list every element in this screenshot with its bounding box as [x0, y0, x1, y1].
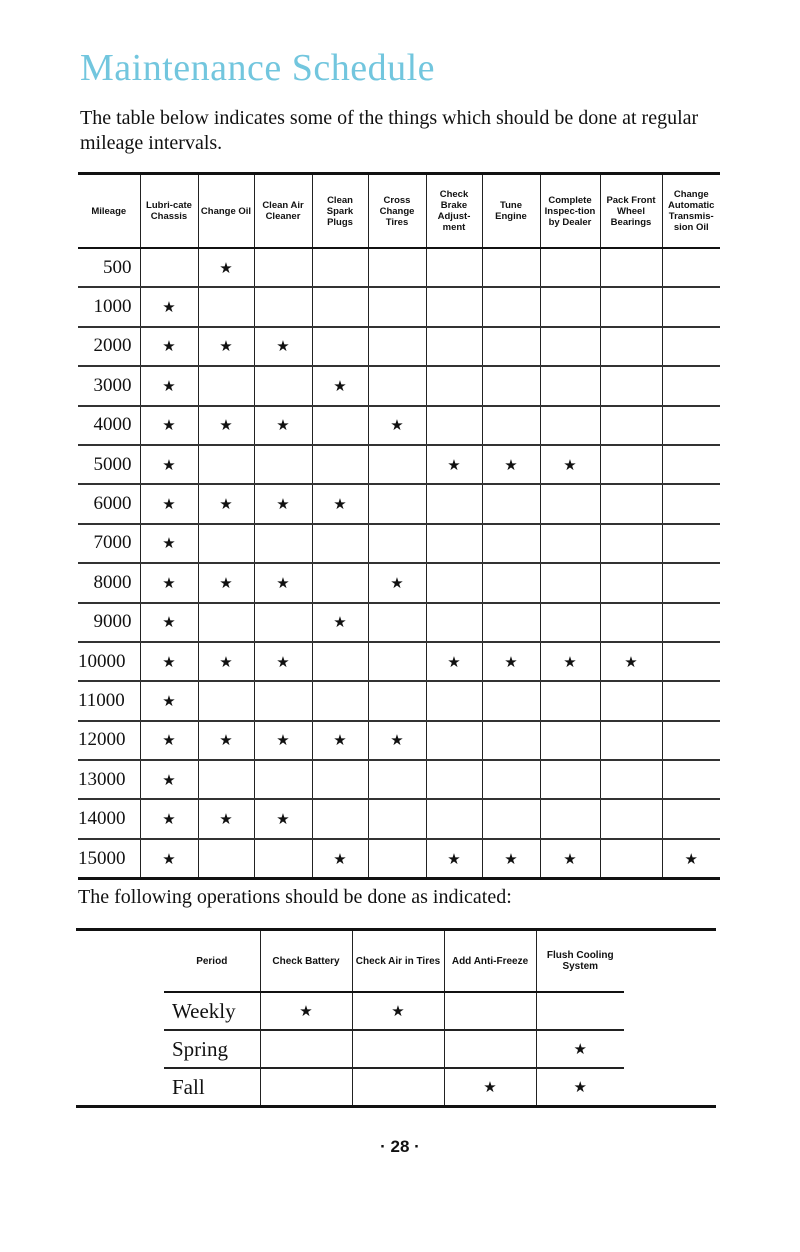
- schedule-header-cell: Pack Front Wheel Bearings: [600, 174, 662, 249]
- star-icon: ★: [162, 770, 176, 789]
- schedule-row: [78, 524, 720, 563]
- star-icon: ★: [276, 573, 290, 592]
- schedule-empty-cell: [600, 484, 662, 523]
- schedule-empty-cell: [426, 524, 482, 563]
- star-icon: ★: [162, 376, 176, 395]
- schedule-star-cell: [368, 406, 426, 445]
- mileage-cell: 6000: [78, 484, 140, 523]
- schedule-star-cell: [312, 484, 368, 523]
- schedule-star-cell: [140, 642, 198, 681]
- schedule-empty-cell: [482, 248, 540, 287]
- schedule-empty-cell: [540, 681, 600, 720]
- schedule-star-cell: [600, 642, 662, 681]
- schedule-star-cell: [312, 839, 368, 879]
- schedule-header-cell: Lubri-cate Chassis: [140, 174, 198, 249]
- schedule-empty-cell: [662, 445, 720, 484]
- schedule-empty-cell: [426, 248, 482, 287]
- operations-header-cell: Check Battery: [260, 930, 352, 993]
- schedule-empty-cell: [482, 484, 540, 523]
- schedule-empty-cell: [662, 366, 720, 405]
- schedule-star-cell: [198, 327, 254, 366]
- star-icon: ★: [624, 652, 638, 671]
- schedule-empty-cell: [540, 484, 600, 523]
- operations-body: [76, 992, 716, 1107]
- operations-table: [76, 928, 716, 1108]
- blank-cell: [76, 930, 164, 993]
- schedule-row: [78, 445, 720, 484]
- star-icon: ★: [219, 416, 233, 435]
- mileage-cell: 15000: [78, 847, 126, 869]
- schedule-star-cell: [140, 484, 198, 523]
- star-icon: ★: [162, 652, 176, 671]
- blank-cell: [624, 930, 716, 993]
- schedule-star-cell: [140, 839, 198, 879]
- mileage-cell: 11000: [78, 681, 140, 720]
- schedule-empty-cell: [662, 406, 720, 445]
- schedule-star-cell: [254, 642, 312, 681]
- mileage-cell: 10000: [78, 642, 140, 681]
- star-icon: ★: [504, 652, 518, 671]
- schedule-empty-cell: [368, 366, 426, 405]
- star-icon: ★: [573, 1077, 587, 1096]
- schedule-empty-cell: [254, 524, 312, 563]
- schedule-star-cell: [426, 445, 482, 484]
- schedule-empty-cell: [426, 327, 482, 366]
- star-icon: ★: [162, 337, 176, 356]
- blank-cell: [76, 1030, 164, 1068]
- schedule-empty-cell: [540, 248, 600, 287]
- schedule-empty-cell: [662, 484, 720, 523]
- schedule-star-cell: [368, 721, 426, 760]
- schedule-header-cell: Clean Air Cleaner: [254, 174, 312, 249]
- operations-row: [76, 1068, 716, 1107]
- mileage-cell: 5000: [78, 445, 140, 484]
- star-icon: ★: [333, 495, 347, 514]
- schedule-star-cell: [198, 248, 254, 287]
- star-icon: ★: [333, 731, 347, 750]
- mileage-cell: 3000: [78, 366, 140, 405]
- schedule-row: [78, 366, 720, 405]
- operations-empty-cell: [352, 1030, 444, 1068]
- mileage-cell: 2000: [78, 327, 140, 366]
- schedule-star-cell: [198, 484, 254, 523]
- schedule-empty-cell: [254, 839, 312, 879]
- schedule-star-cell: [140, 406, 198, 445]
- operations-empty-cell: [260, 1030, 352, 1068]
- star-icon: ★: [276, 495, 290, 514]
- star-icon: ★: [162, 495, 176, 514]
- schedule-empty-cell: [198, 681, 254, 720]
- schedule-empty-cell: [426, 681, 482, 720]
- schedule-star-cell: [140, 681, 198, 720]
- schedule-empty-cell: [540, 406, 600, 445]
- star-icon: ★: [573, 1039, 587, 1058]
- schedule-empty-cell: [600, 327, 662, 366]
- schedule-star-cell: [540, 642, 600, 681]
- schedule-empty-cell: [600, 839, 662, 879]
- schedule-star-cell: [140, 524, 198, 563]
- operations-empty-cell: [444, 992, 536, 1030]
- schedule-star-cell: [254, 484, 312, 523]
- operations-empty-cell: [444, 1030, 536, 1068]
- schedule-star-cell: [140, 327, 198, 366]
- schedule-empty-cell: [368, 287, 426, 326]
- schedule-star-cell: [540, 445, 600, 484]
- star-icon: ★: [162, 298, 176, 317]
- schedule-empty-cell: [662, 287, 720, 326]
- star-icon: ★: [162, 416, 176, 435]
- star-icon: ★: [162, 731, 176, 750]
- operations-row: [76, 1030, 716, 1068]
- star-icon: ★: [219, 652, 233, 671]
- schedule-star-cell: [140, 287, 198, 326]
- schedule-star-cell: [198, 406, 254, 445]
- schedule-empty-cell: [254, 760, 312, 799]
- star-icon: ★: [276, 416, 290, 435]
- schedule-star-cell: [140, 799, 198, 838]
- schedule-star-cell: [198, 721, 254, 760]
- schedule-empty-cell: [426, 799, 482, 838]
- schedule-empty-cell: [482, 799, 540, 838]
- schedule-star-cell: [198, 642, 254, 681]
- blank-cell: [76, 1068, 164, 1107]
- schedule-header-cell: Change Automatic Transmis-sion Oil: [662, 174, 720, 249]
- schedule-empty-cell: [482, 327, 540, 366]
- star-icon: ★: [447, 455, 461, 474]
- schedule-star-cell: [426, 642, 482, 681]
- star-icon: ★: [684, 849, 698, 868]
- schedule-empty-cell: [662, 563, 720, 602]
- schedule-empty-cell: [254, 681, 312, 720]
- star-icon: ★: [219, 258, 233, 277]
- schedule-empty-cell: [540, 524, 600, 563]
- star-icon: ★: [162, 534, 176, 553]
- schedule-empty-cell: [540, 287, 600, 326]
- schedule-empty-cell: [600, 287, 662, 326]
- schedule-empty-cell: [426, 721, 482, 760]
- schedule-star-cell: [198, 799, 254, 838]
- mileage-cell: 12000: [78, 721, 140, 760]
- schedule-empty-cell: [482, 287, 540, 326]
- star-icon: ★: [563, 652, 577, 671]
- schedule-empty-cell: [312, 642, 368, 681]
- schedule-star-cell: [254, 406, 312, 445]
- schedule-empty-cell: [426, 484, 482, 523]
- mileage-cell: 13000: [78, 760, 140, 799]
- page-title: Maintenance Schedule: [80, 47, 436, 89]
- star-icon: ★: [276, 731, 290, 750]
- schedule-header-cell: Mileage: [78, 174, 140, 249]
- schedule-star-cell: [140, 603, 198, 642]
- schedule-empty-cell: [312, 287, 368, 326]
- star-icon: ★: [276, 652, 290, 671]
- schedule-empty-cell: [540, 760, 600, 799]
- period-cell: Fall: [172, 1074, 205, 1099]
- schedule-empty-cell: [600, 524, 662, 563]
- schedule-empty-cell: [482, 563, 540, 602]
- schedule-empty-cell: [540, 603, 600, 642]
- schedule-empty-cell: [600, 760, 662, 799]
- schedule-empty-cell: [140, 248, 198, 287]
- schedule-empty-cell: [312, 327, 368, 366]
- schedule-empty-cell: [368, 445, 426, 484]
- star-icon: ★: [219, 495, 233, 514]
- schedule-row: [78, 406, 720, 445]
- schedule-row: [78, 721, 720, 760]
- schedule-empty-cell: [368, 839, 426, 879]
- schedule-empty-cell: [662, 681, 720, 720]
- star-icon: ★: [390, 731, 404, 750]
- schedule-header-cell: Tune Engine: [482, 174, 540, 249]
- schedule-empty-cell: [540, 563, 600, 602]
- schedule-empty-cell: [662, 603, 720, 642]
- operations-star-cell: [352, 992, 444, 1030]
- schedule-empty-cell: [312, 799, 368, 838]
- schedule-header-cell: Cross Change Tires: [368, 174, 426, 249]
- period-cell: Weekly: [164, 992, 260, 1030]
- schedule-empty-cell: [312, 563, 368, 602]
- schedule-empty-cell: [600, 721, 662, 760]
- schedule-empty-cell: [254, 248, 312, 287]
- schedule-empty-cell: [540, 327, 600, 366]
- schedule-row: [78, 603, 720, 642]
- star-icon: ★: [162, 573, 176, 592]
- star-icon: ★: [390, 573, 404, 592]
- schedule-empty-cell: [254, 366, 312, 405]
- star-icon: ★: [299, 1001, 313, 1020]
- schedule-empty-cell: [600, 248, 662, 287]
- schedule-header-row: [78, 174, 720, 249]
- schedule-star-cell: [312, 721, 368, 760]
- schedule-empty-cell: [662, 327, 720, 366]
- schedule-star-cell: [426, 839, 482, 879]
- schedule-empty-cell: [312, 406, 368, 445]
- schedule-empty-cell: [482, 760, 540, 799]
- schedule-empty-cell: [198, 603, 254, 642]
- schedule-star-cell: [254, 327, 312, 366]
- schedule-row: [78, 681, 720, 720]
- schedule-row: [78, 760, 720, 799]
- operations-header-cell: Flush Cooling System: [536, 930, 624, 993]
- mileage-cell: 7000: [78, 524, 140, 563]
- schedule-star-cell: [254, 799, 312, 838]
- schedule-empty-cell: [540, 366, 600, 405]
- mileage-cell: 500: [78, 248, 140, 287]
- star-icon: ★: [162, 849, 176, 868]
- schedule-empty-cell: [368, 681, 426, 720]
- schedule-row: [78, 484, 720, 523]
- star-icon: ★: [219, 573, 233, 592]
- schedule-empty-cell: [426, 760, 482, 799]
- schedule-empty-cell: [312, 524, 368, 563]
- schedule-star-cell: [368, 563, 426, 602]
- operations-empty-cell: [536, 992, 624, 1030]
- schedule-empty-cell: [368, 642, 426, 681]
- schedule-row: [78, 799, 720, 838]
- schedule-empty-cell: [368, 484, 426, 523]
- star-icon: ★: [504, 849, 518, 868]
- schedule-star-cell: [140, 445, 198, 484]
- schedule-body: [78, 248, 720, 879]
- schedule-empty-cell: [312, 760, 368, 799]
- mileage-cell: 8000: [78, 563, 140, 602]
- schedule-empty-cell: [312, 248, 368, 287]
- schedule-empty-cell: [662, 248, 720, 287]
- schedule-empty-cell: [368, 248, 426, 287]
- schedule-empty-cell: [198, 445, 254, 484]
- star-icon: ★: [162, 810, 176, 829]
- star-icon: ★: [219, 731, 233, 750]
- star-icon: ★: [390, 416, 404, 435]
- schedule-row: [78, 563, 720, 602]
- schedule-empty-cell: [368, 760, 426, 799]
- schedule-empty-cell: [600, 445, 662, 484]
- schedule-row: [78, 839, 720, 879]
- blank-cell: [624, 992, 716, 1030]
- star-icon: ★: [333, 613, 347, 632]
- schedule-row: [78, 287, 720, 326]
- schedule-empty-cell: [198, 524, 254, 563]
- schedule-empty-cell: [426, 603, 482, 642]
- schedule-star-cell: [140, 760, 198, 799]
- schedule-header-cell: Change Oil: [198, 174, 254, 249]
- blank-cell: [624, 1068, 716, 1107]
- schedule-empty-cell: [662, 642, 720, 681]
- schedule-empty-cell: [600, 681, 662, 720]
- operations-star-cell: [260, 992, 352, 1030]
- schedule-empty-cell: [198, 760, 254, 799]
- schedule-empty-cell: [198, 287, 254, 326]
- star-icon: ★: [276, 337, 290, 356]
- star-icon: ★: [447, 652, 461, 671]
- schedule-empty-cell: [368, 524, 426, 563]
- operations-empty-cell: [260, 1068, 352, 1107]
- schedule-empty-cell: [368, 799, 426, 838]
- schedule-empty-cell: [312, 681, 368, 720]
- star-icon: ★: [276, 810, 290, 829]
- schedule-empty-cell: [600, 603, 662, 642]
- star-icon: ★: [219, 337, 233, 356]
- star-icon: ★: [391, 1001, 405, 1020]
- schedule-empty-cell: [482, 524, 540, 563]
- operations-header-cell: Period: [164, 930, 260, 993]
- schedule-empty-cell: [254, 445, 312, 484]
- schedule-empty-cell: [540, 799, 600, 838]
- schedule-star-cell: [482, 642, 540, 681]
- operations-star-cell: [536, 1068, 624, 1107]
- operations-star-cell: [444, 1068, 536, 1107]
- schedule-row: [78, 642, 720, 681]
- operations-header-cell: Add Anti-Freeze: [444, 930, 536, 993]
- star-icon: ★: [504, 455, 518, 474]
- star-icon: ★: [563, 849, 577, 868]
- schedule-empty-cell: [254, 287, 312, 326]
- schedule-row: [78, 327, 720, 366]
- intro-paragraph: The table below indicates some of the things which should be done at regular mileage intervals.: [80, 107, 699, 154]
- schedule-empty-cell: [662, 721, 720, 760]
- blank-cell: [76, 992, 164, 1030]
- schedule-empty-cell: [482, 603, 540, 642]
- star-icon: ★: [333, 376, 347, 395]
- schedule-empty-cell: [426, 366, 482, 405]
- blank-cell: [624, 1030, 716, 1068]
- schedule-empty-cell: [426, 287, 482, 326]
- mileage-cell: 14000: [78, 799, 140, 838]
- schedule-header-cell: Complete Inspec-tion by Dealer: [540, 174, 600, 249]
- star-icon: ★: [219, 810, 233, 829]
- schedule-empty-cell: [600, 366, 662, 405]
- page-number: · 28 ·: [380, 1137, 420, 1156]
- schedule-star-cell: [254, 563, 312, 602]
- schedule-empty-cell: [312, 445, 368, 484]
- schedule-empty-cell: [482, 406, 540, 445]
- schedule-empty-cell: [368, 603, 426, 642]
- star-icon: ★: [563, 455, 577, 474]
- schedule-empty-cell: [600, 406, 662, 445]
- schedule-empty-cell: [540, 721, 600, 760]
- schedule-star-cell: [482, 839, 540, 879]
- schedule-star-cell: [254, 721, 312, 760]
- schedule-star-cell: [540, 839, 600, 879]
- mileage-cell: 4000: [78, 406, 140, 445]
- schedule-star-cell: [482, 445, 540, 484]
- schedule-empty-cell: [662, 760, 720, 799]
- star-icon: ★: [162, 691, 176, 710]
- schedule-empty-cell: [426, 563, 482, 602]
- schedule-star-cell: [140, 721, 198, 760]
- schedule-empty-cell: [482, 721, 540, 760]
- schedule-header-cell: Check Brake Adjust-ment: [426, 174, 482, 249]
- schedule-empty-cell: [426, 406, 482, 445]
- star-icon: ★: [447, 849, 461, 868]
- schedule-star-cell: [312, 603, 368, 642]
- operations-header-cell: Check Air in Tires: [352, 930, 444, 993]
- operations-row: [76, 992, 716, 1030]
- period-cell: Spring: [164, 1030, 260, 1068]
- star-icon: ★: [333, 849, 347, 868]
- schedule-star-cell: [198, 563, 254, 602]
- schedule-empty-cell: [254, 603, 312, 642]
- schedule-empty-cell: [662, 799, 720, 838]
- schedule-empty-cell: [600, 799, 662, 838]
- schedule-empty-cell: [600, 563, 662, 602]
- schedule-empty-cell: [198, 839, 254, 879]
- operations-subheading: The following operations should be done as indicated:: [78, 886, 512, 908]
- maintenance-schedule-table: [78, 172, 720, 880]
- schedule-row: [78, 248, 720, 287]
- schedule-empty-cell: [662, 524, 720, 563]
- schedule-star-cell: [662, 839, 720, 879]
- schedule-star-cell: [312, 366, 368, 405]
- schedule-empty-cell: [368, 327, 426, 366]
- operations-star-cell: [536, 1030, 624, 1068]
- mileage-cell: 9000: [78, 603, 140, 642]
- star-icon: ★: [162, 455, 176, 474]
- schedule-empty-cell: [198, 366, 254, 405]
- star-icon: ★: [483, 1077, 497, 1096]
- operations-header-row: [76, 930, 716, 993]
- schedule-empty-cell: [482, 366, 540, 405]
- schedule-empty-cell: [482, 681, 540, 720]
- operations-empty-cell: [352, 1068, 444, 1107]
- star-icon: ★: [162, 613, 176, 632]
- schedule-star-cell: [140, 366, 198, 405]
- mileage-cell: 1000: [78, 287, 140, 326]
- schedule-header-cell: Clean Spark Plugs: [312, 174, 368, 249]
- schedule-star-cell: [140, 563, 198, 602]
